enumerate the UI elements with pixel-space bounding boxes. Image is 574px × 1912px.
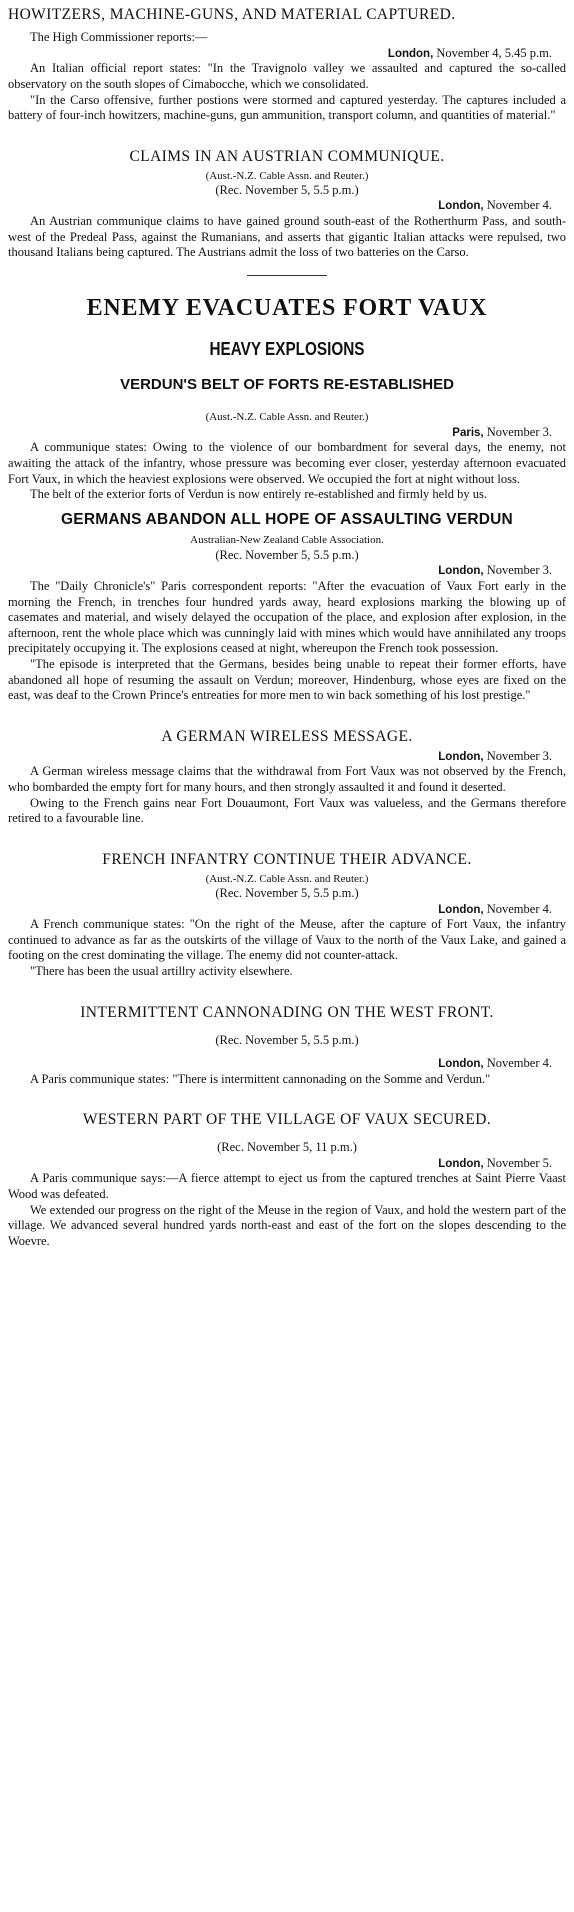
dateline-date: November 4. [483,901,552,916]
headline: FRENCH INFANTRY CONTINUE THEIR ADVANCE. [102,850,472,868]
received-note: (Rec. November 5, 5.5 p.m.) [215,885,359,900]
dateline-date: November 4, 5.45 p.m. [433,45,552,60]
agency-credit: (Aust.-N.Z. Cable Assn. and Reuter.) [205,169,369,182]
received-note: (Rec. November 5, 5.5 p.m.) [215,1032,359,1047]
headline: HOWITZERS, MACHINE-GUNS, AND MATERIAL CAPTURED. [8,6,456,23]
dateline-date: November 4. [483,198,552,213]
paragraph: A French communique states: "On the right of the Meuse, after the capture of Fort Vaux, the infantry continued to advance as far as the outskirts of the village of Vaux to the north of the Vaux Lake, and gained a footing on the crest dominating the village. The enemy did not counter-attack. [8,917,566,963]
dateline [8,563,566,579]
article-village-vaux [8,1111,566,1249]
paragraph: An Austrian communique claims to have gained ground south-east of the Rotherthurm Pass, and south-west of the Predeal Pass, against the Rumanians, and asserts that gigantic Italian attacks were repulsed, two thousand Italians being captured. The Austrians admit the loss of two batteries on the Carso. [8,214,566,260]
dateline [8,902,566,918]
article-fort-vaux [8,294,566,503]
article-austrian-communique [8,148,566,261]
dateline-place: London, [438,750,484,763]
agency-credit: (Aust.-N.Z. Cable Assn. and Reuter.) [205,872,369,885]
dateline-date: November 3. [483,563,552,578]
dateline [8,46,566,62]
dateline [8,1156,566,1172]
headline: CLAIMS IN AN AUSTRIAN COMMUNIQUE. [129,147,445,165]
dateline-place: Paris, [452,426,484,439]
paragraph: The belt of the exterior forts of Verdun is now entirely re-established and firmly held by us. [30,487,487,502]
headline-tertiary: VERDUN'S BELT OF FORTS RE-ESTABLISHED [120,376,454,394]
section-divider [247,275,327,276]
dateline-date: November 3. [483,424,552,439]
article-french-infantry [8,851,566,980]
dateline-place: London, [438,1058,484,1071]
headline: A GERMAN WIRELESS MESSAGE. [161,727,413,745]
headline: GERMANS ABANDON ALL HOPE OF ASSAULTING VERDUN [61,510,513,528]
dateline-date: November 3. [483,748,552,763]
paragraph: A German wireless message claims that the withdrawal from Fort Vaux was not observed by the French, who bombarded the empty fort for many hours, and then strongly assaulted it and found it deserted. [8,764,566,794]
agency-credit: Australian-New Zealand Cable Association. [190,534,384,547]
article-germans-abandon [8,511,566,704]
received-note: (Rec. November 5, 5.5 p.m.) [215,547,359,562]
paragraph: Owing to the French gains near Fort Douaumont, Fort Vaux was valueless, and the Germans therefore retired to a favourable line. [8,795,566,826]
headline: WESTERN PART OF THE VILLAGE OF VAUX SECURED. [82,1111,492,1129]
article-german-wireless [8,728,566,827]
paragraph: A communique states: Owing to the violence of our bombardment for several days, the enemy, not awaiting the attack of the infantry, whose pressure was becoming ever closer, yesterday afternoon evacuated Fort Vaux, in which the heaviest explosions were observed. We occupied the fort at night without loss. [8,440,566,486]
article-howitzers [8,6,566,124]
headline: INTERMITTENT CANNONADING ON THE WEST FRONT. [80,1003,494,1021]
dateline [8,425,566,441]
dateline [8,198,566,214]
paragraph: We extended our progress on the right of the Meuse in the region of Vaux, and hold the western part of the village. We advanced several hundred yards north-east and east of the fort on the slopes descending to the Woevre. [8,1202,566,1248]
dateline [8,1056,566,1072]
dateline-place: London, [438,1157,484,1170]
received-note: (Rec. November 5, 5.5 p.m.) [215,182,359,197]
paragraph: "In the Carso offensive, further postions were stormed and captured yesterday. The captures included a battery of four-inch howitzers, machine-guns, gun ammunition, transport column, and quantities of material." [8,92,566,123]
received-note: (Rec. November 5, 11 p.m.) [217,1140,357,1155]
intro-line: The High Commissioner reports:— [30,30,208,44]
headline-main: ENEMY EVACUATES FORT VAUX [86,294,488,321]
paragraph: The "Daily Chronicle's" Paris correspondent reports: "After the evacuation of Vaux Fort early in the morning the French, in trenches four hundred yards away, heard explosions marking the blowing up of casemates and material, and wisely delayed the occupation of the place, and explosion after explosion, in the afternoon, rent the whole place which was cunningly laid with mines which would have annihilated any troops precipitately occupying it. The explosions ceased at night, whereupon the French took possession. [8,578,566,656]
dateline-place: London, [438,200,484,213]
dateline-place: London, [438,565,484,578]
agency-credit: (Aust.-N.Z. Cable Assn. and Reuter.) [205,411,369,424]
paragraph: A Paris communique says:—A fierce attempt to eject us from the captured trenches at Saint Pierre Vaast Wood was defeated. [8,1171,566,1202]
headline-secondary: HEAVY EXPLOSIONS [209,338,365,359]
dateline-place: London, [438,903,484,916]
dateline-date: November 5. [483,1155,552,1170]
paragraph: "The episode is interpreted that the Germans, besides being unable to repeat their former efforts, have abandoned all hope of resuming the assault on Verdun; moreover, Hindenburg, whose eyes are fixed on the east, was deaf to the Crown Prince's entreaties for more men to win back something of his lost prestige." [8,657,566,703]
dateline-date: November 4. [483,1056,552,1071]
article-intermittent-cannonading [8,1004,566,1088]
dateline [8,749,566,765]
dateline-place: London, [387,47,434,60]
paragraph: "There has been the usual artillry activity elsewhere. [30,964,293,979]
paragraph: A Paris communique states: "There is intermittent cannonading on the Somme and Verdun." [30,1071,491,1086]
paragraph: An Italian official report states: "In the Travignolo valley we assaulted and captured the so-called observatory on the south slopes of Cimabocche, which we consolidated. [8,61,566,91]
